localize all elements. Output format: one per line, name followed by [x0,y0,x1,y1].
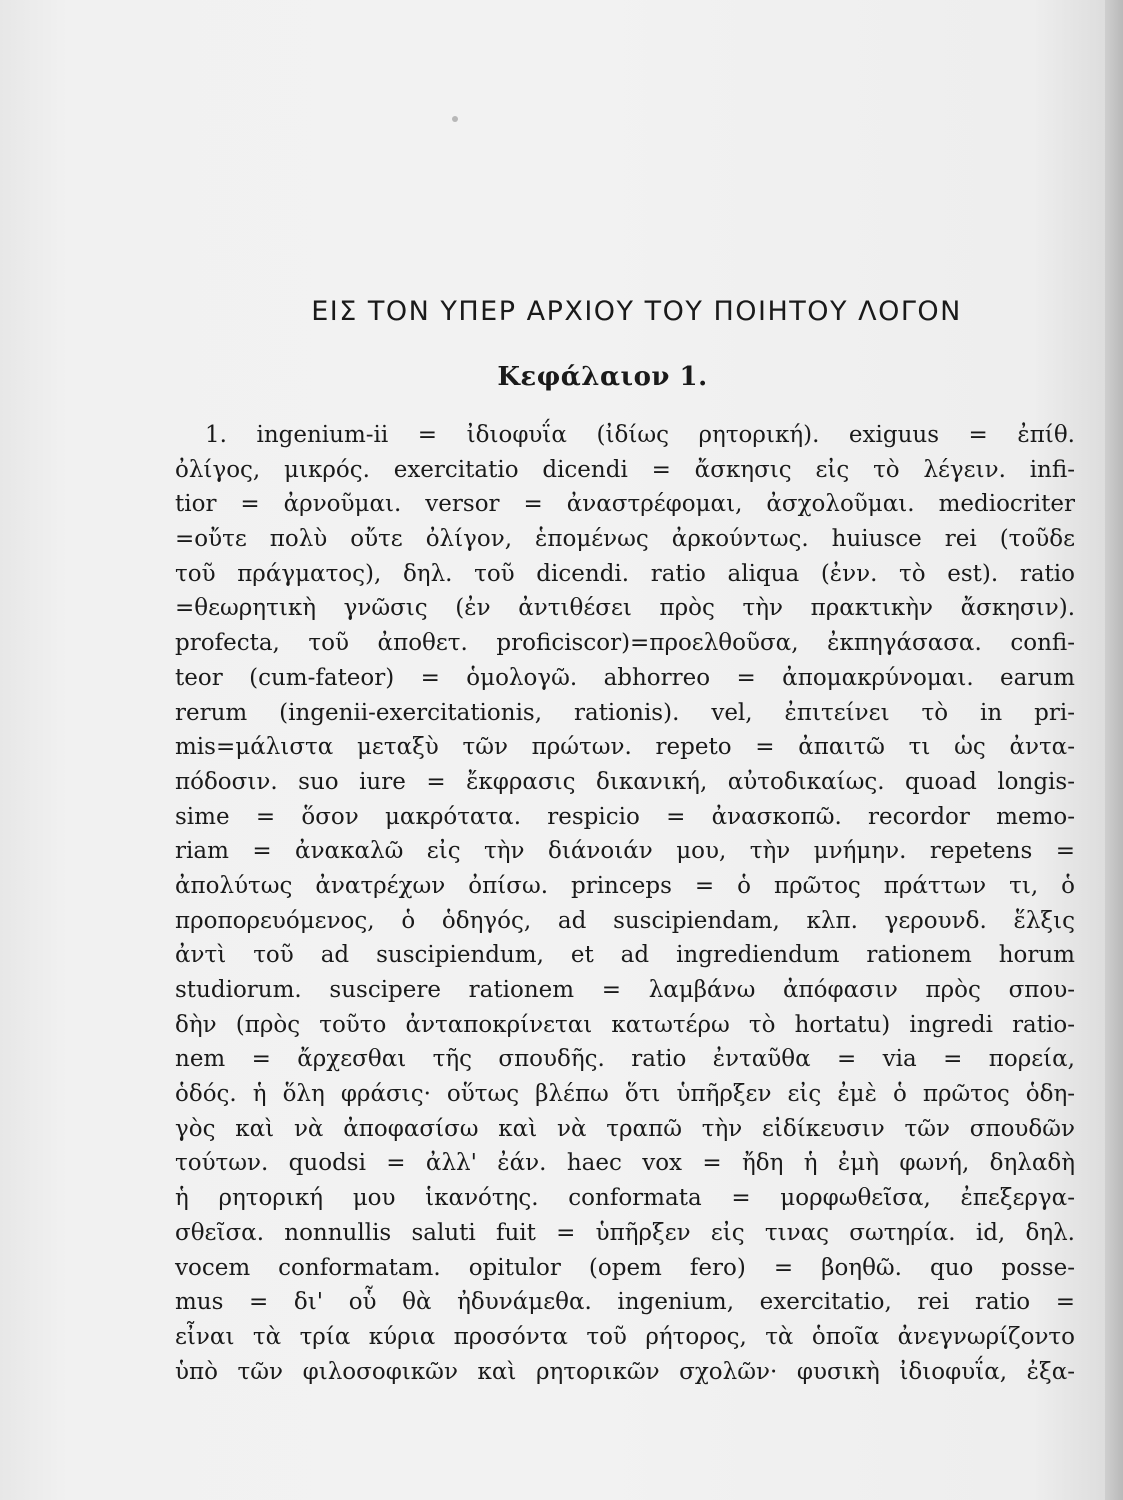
scan-speck [452,116,458,122]
text-line: sime = ὅσον μακρότατα. respicio = ἀνασκοπῶ. recordor memo- [175,803,1075,830]
text-line: tior = ἀρνοῦμαι. versor = ἀναστρέφομαι, ἀσχολοῦμαι. mediocriter [175,491,1075,518]
text-line: mis=μάλιστα μεταξὺ τῶν πρώτων. repeto = ἀπαιτῶ τι ὡς ἀντα- [175,734,1075,761]
text-line: ἀντὶ τοῦ ad suscipiendum, et ad ingrediendum rationem horum [175,942,1075,969]
text-line: rerum (ingenii-exercitationis, rationis). vel, ἐπιτείνει τὸ in pri- [175,699,1075,726]
text-line: ὀλίγος, μικρός. exercitatio dicendi = ἄσκησις εἰς τὸ λέγειν. infi- [175,456,1075,483]
text-line: ἡ ρητορική μου ἱκανότης. conformata = μορφωθεῖσα, ἐπεξεργα- [175,1185,1075,1212]
page-title: ΕΙΣ ΤΟΝ ΥΠΕΡ ΑΡΧΙΟΥ ΤΟΥ ΠΟΙΗΤΟΥ ΛΟΓΟΝ [311,296,962,327]
text-line: vocem conformatam. opitulor (opem fero) = βοηθῶ. quo posse- [175,1254,1075,1281]
text-line: εἶναι τὰ τρία κύρια προσόντα τοῦ ρήτορος, τὰ ὁποῖα ἀνεγνωρίζοντο [175,1323,1075,1350]
chapter-heading: Κεφάλαιον 1. [497,362,708,392]
text-line: ὑπὸ τῶν φιλοσοφικῶν καὶ ρητορικῶν σχολῶν· φυσικὴ ἰδιοφυΐα, ἐξα- [175,1358,1075,1385]
text-line: τοῦ πράγματος), δηλ. τοῦ dicendi. ratio aliqua (ἐνν. τὸ est). ratio [175,560,1075,587]
text-line: nem = ἄρχεσθαι τῆς σπουδῆς. ratio ἐνταῦθα = via = πορεία, [175,1046,1075,1073]
commentary-text [175,418,1075,1389]
text-line: profecta, τοῦ ἀποθετ. proficiscor)=προελθοῦσα, ἐκπηγάσασα. confi- [175,630,1075,657]
text-line: mus = δι' οὗ θὰ ἠδυνάμεθα. ingenium, exercitatio, rei ratio = [175,1289,1075,1316]
text-line: riam = ἀνακαλῶ εἰς τὴν διάνοιάν μου, τὴν μνήμην. repetens = [175,838,1075,865]
text-line: σθεῖσα. nonnullis saluti fuit = ὑπῆρξεν εἰς τινας σωτηρία. id, δηλ. [175,1219,1075,1246]
text-line: δὴν (πρὸς τοῦτο ἀνταποκρίνεται κατωτέρω τὸ hortatu) ingredi ratio- [175,1011,1075,1038]
text-line: =οὔτε πολὺ οὔτε ὀλίγον, ἑπομένως ἀρκούντως. huiusce rei (τοῦδε [175,526,1075,553]
text-line: πόδοσιν. suo iure = ἔκφρασις δικανική, αὐτοδικαίως. quoad longis- [175,768,1075,795]
text-line: τούτων. quodsi = ἀλλ' ἐάν. haec vox = ἤδη ἡ ἐμὴ φωνή, δηλαδὴ [175,1150,1075,1177]
text-line: ὁδός. ἡ ὅλη φράσις· οὕτως βλέπω ὅτι ὑπῆρξεν εἰς ἐμὲ ὁ πρῶτος ὁδη- [175,1081,1075,1108]
text-line: ἀπολύτως ἀνατρέχων ὀπίσω. princeps = ὁ πρῶτος πράττων τι, ὁ [175,872,1075,899]
text-line: 1. ingenium-ii = ἰδιοφυΐα (ἰδίως ρητορική). exiguus = ἐπίθ. [205,422,1075,448]
text-line: teor (cum-fateor) = ὁμολογῶ. abhorreo = ἀπομακρύνομαι. earum [175,664,1075,691]
page-edge-shadow [1105,0,1123,1500]
text-line: studiorum. suscipere rationem = λαμβάνω ἀπόφασιν πρὸς σπου- [175,977,1075,1003]
text-line: προπορευόμενος, ὁ ὁδηγός, ad suscipiendam, κλπ. γερουνδ. ἕλξις [175,907,1075,934]
text-line: γὸς καὶ νὰ ἀποφασίσω καὶ νὰ τραπῶ τὴν εἰδίκευσιν τῶν σπουδῶν [175,1115,1075,1142]
text-line: =θεωρητικὴ γνῶσις (ἐν ἀντιθέσει πρὸς τὴν πρακτικὴν ἄσκησιν). [175,595,1075,622]
